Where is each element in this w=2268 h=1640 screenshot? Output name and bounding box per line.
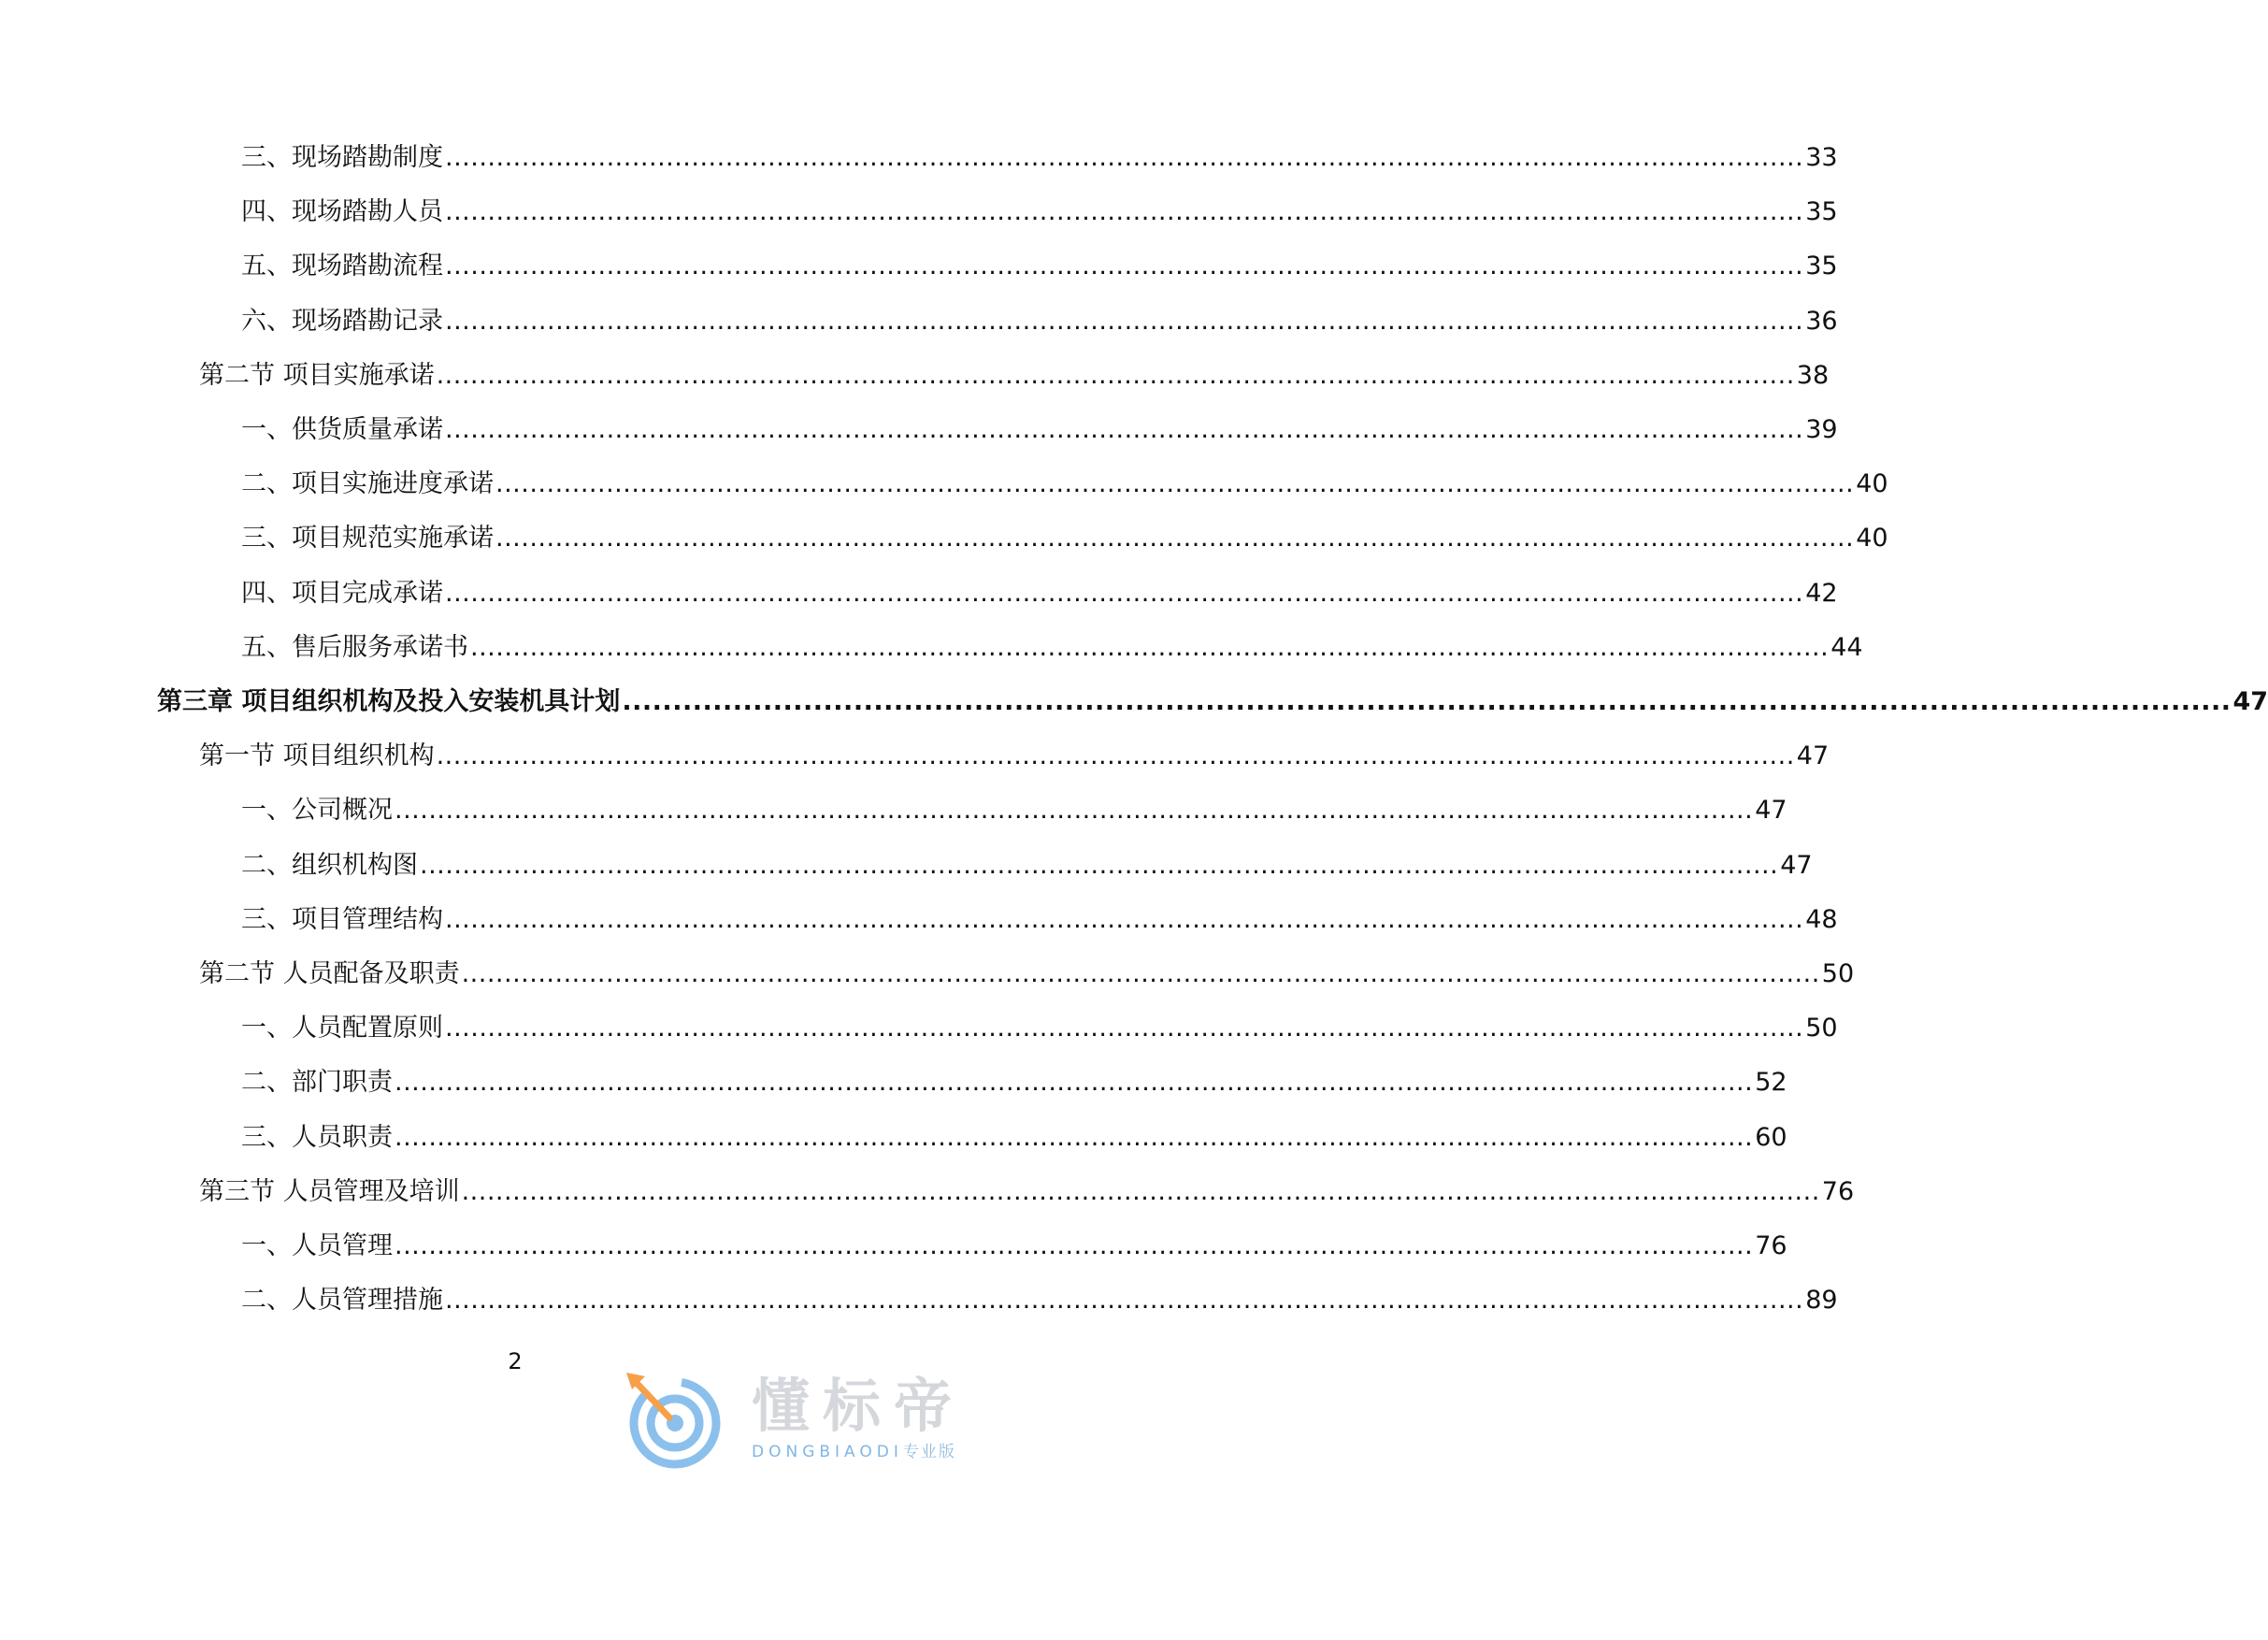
toc-entry-title: 五、现场踏勘流程: [241, 252, 443, 281]
toc-entry-section[interactable]: [199, 357, 1830, 395]
toc-entry-title: 二、部门职责: [241, 1068, 393, 1098]
toc-dot-leader: ................................................................................................................................................................: [445, 1014, 1804, 1043]
target-arrow-logo-icon: [621, 1365, 724, 1466]
toc-entry-title: 第一节 项目组织机构: [199, 741, 435, 771]
page-number: 2: [508, 1348, 523, 1374]
toc-entry-title: 第三节 人员管理及培训: [199, 1176, 460, 1206]
toc-entry-item[interactable]: [241, 1228, 1787, 1265]
watermark-edition: 专业版: [902, 1443, 956, 1461]
toc-entry-page: 76: [1755, 1231, 1787, 1260]
toc-entry-title: 二、人员管理措施: [241, 1286, 443, 1316]
toc-entry-title: 一、供货质量承诺: [241, 415, 443, 444]
toc-dot-leader: ................................................................................................................................................................: [445, 415, 1804, 444]
toc-entry-title: 第二节 人员配备及职责: [199, 959, 460, 988]
toc-entry-chapter[interactable]: [157, 683, 2268, 721]
toc-dot-leader: ................................................................................................................................................................: [495, 524, 1855, 554]
toc-entry-page: 42: [1805, 578, 1838, 608]
toc-dot-leader: ................................................................................................................................................................: [445, 143, 1804, 172]
toc-entry-page: 50: [1805, 1014, 1838, 1043]
toc-dot-leader: ................................................................................................................................................................: [495, 469, 1855, 499]
toc-dot-leader: ................................................................................................................................................................: [395, 1068, 1754, 1098]
toc-entry-item[interactable]: [241, 1010, 1838, 1047]
toc-entry-title: 四、项目完成承诺: [241, 578, 443, 608]
toc-entry-item[interactable]: [241, 303, 1838, 340]
watermark: [621, 1365, 1023, 1466]
toc-dot-leader: ................................................................................................................................................................: [436, 360, 1795, 390]
toc-entry-page: 60: [1755, 1122, 1787, 1152]
toc-entry-page: 47: [1755, 796, 1787, 826]
toc-dot-leader: ................................................................................................................................................................: [395, 1122, 1754, 1152]
toc-entry-title: 第二节 项目实施承诺: [199, 360, 435, 390]
toc-entry-title: 一、人员管理: [241, 1231, 393, 1260]
toc-entry-title: 三、人员职责: [241, 1122, 393, 1152]
toc-entry-item[interactable]: [241, 248, 1838, 285]
toc-entry-page: 35: [1805, 252, 1838, 281]
toc-dot-leader: ................................................................................................................................................................: [436, 741, 1795, 771]
toc-entry-item[interactable]: [241, 194, 1838, 231]
toc-dot-leader: ................................................................................................................................................................: [445, 904, 1804, 934]
toc-entry-page: 35: [1805, 197, 1838, 227]
watermark-subtitle: [752, 1442, 956, 1462]
toc-entry-page: 52: [1755, 1068, 1787, 1098]
toc-entry-page: 89: [1805, 1286, 1838, 1316]
watermark-brand: 懂标帝: [752, 1372, 966, 1440]
toc-dot-leader: ................................................................................................................................................................: [622, 687, 2232, 716]
toc-entry-page: 47: [2232, 687, 2268, 716]
toc-entry-title: 四、现场踏勘人员: [241, 197, 443, 227]
toc-dot-leader: ................................................................................................................................................................: [445, 197, 1804, 227]
toc-entry-section[interactable]: [199, 1173, 1855, 1211]
toc-entry-page: 44: [1830, 632, 1863, 662]
toc-dot-leader: ................................................................................................................................................................: [470, 632, 1830, 662]
toc-entry-title: 三、现场踏勘制度: [241, 143, 443, 172]
toc-entry-item[interactable]: [241, 139, 1838, 177]
toc-entry-page: 36: [1805, 306, 1838, 336]
toc-entry-page: 40: [1856, 469, 1888, 499]
toc-entry-page: 39: [1805, 415, 1838, 444]
toc-dot-leader: ................................................................................................................................................................: [445, 306, 1804, 336]
toc-entry-item[interactable]: [241, 466, 1888, 503]
toc-entry-section[interactable]: [199, 738, 1830, 775]
toc-entry-page: 47: [1780, 850, 1813, 880]
toc-entry-page: 38: [1796, 360, 1830, 390]
toc-entry-item[interactable]: [241, 520, 1888, 557]
toc-entry-title: 一、公司概况: [241, 796, 393, 826]
toc-dot-leader: ................................................................................................................................................................: [445, 252, 1804, 281]
toc-entry-title: 三、项目规范实施承诺: [241, 524, 494, 554]
toc-entry-title: 第三章 项目组织机构及投入安装机具计划: [157, 687, 621, 716]
watermark-latin: DONGBIAODI: [752, 1443, 903, 1461]
toc-entry-page: 33: [1805, 143, 1838, 172]
toc-entry-section[interactable]: [199, 956, 1855, 993]
toc-entry-title: 六、现场踏勘记录: [241, 306, 443, 336]
toc-entry-page: 47: [1796, 741, 1830, 771]
toc-entry-item[interactable]: [241, 792, 1787, 829]
toc-entry-item[interactable]: [241, 411, 1838, 449]
toc-dot-leader: ................................................................................................................................................................: [461, 1176, 1820, 1206]
toc-entry-item[interactable]: [241, 575, 1838, 612]
toc-entry-page: 76: [1821, 1176, 1855, 1206]
toc-dot-leader: ................................................................................................................................................................: [395, 1231, 1754, 1260]
toc-entry-item[interactable]: [241, 1119, 1787, 1157]
toc-dot-leader: ................................................................................................................................................................: [395, 796, 1754, 826]
toc-entry-title: 一、人员配置原则: [241, 1014, 443, 1043]
toc-entry-item[interactable]: [241, 1282, 1838, 1319]
toc-dot-leader: ................................................................................................................................................................: [445, 1286, 1804, 1316]
toc-entry-title: 三、项目管理结构: [241, 904, 443, 934]
toc-dot-leader: ................................................................................................................................................................: [461, 959, 1820, 988]
toc-entry-page: 48: [1805, 904, 1838, 934]
toc-entry-title: 五、售后服务承诺书: [241, 632, 468, 662]
toc-entry-title: 二、项目实施进度承诺: [241, 469, 494, 499]
toc-entry-title: 二、组织机构图: [241, 850, 418, 880]
toc-entry-page: 40: [1856, 524, 1888, 554]
toc-entry-item[interactable]: [241, 629, 1863, 667]
toc-entry-page: 50: [1821, 959, 1855, 988]
toc-entry-item[interactable]: [241, 1064, 1787, 1101]
toc-dot-leader: ................................................................................................................................................................: [420, 850, 1779, 880]
toc-dot-leader: ................................................................................................................................................................: [445, 578, 1804, 608]
toc-entry-item[interactable]: [241, 901, 1838, 939]
toc-entry-item[interactable]: [241, 847, 1813, 885]
